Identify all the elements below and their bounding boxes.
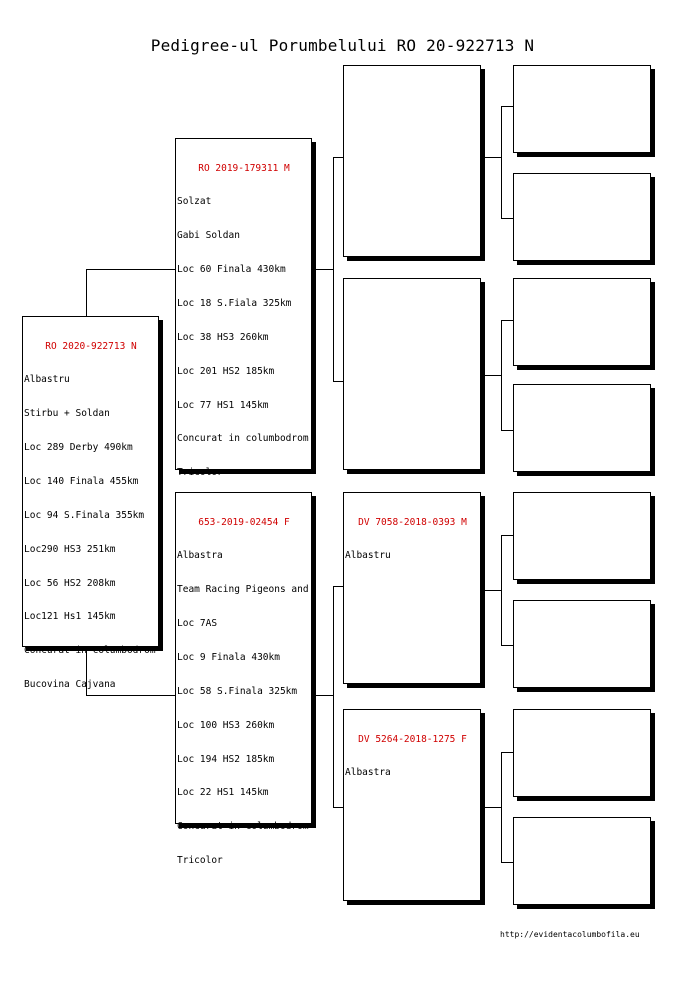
sire-line: Gabi Soldan xyxy=(177,230,240,242)
dam-line: Tricolor xyxy=(177,855,223,867)
sire-line: Loc 201 HS2 185km xyxy=(177,365,275,377)
dam-line: Loc 194 HS2 185km xyxy=(177,753,275,765)
subject-line: Loc 289 Derby 490km xyxy=(24,441,133,453)
page-title: Pedigree-ul Porumbelului RO 20-922713 N xyxy=(150,36,535,55)
subject-line: Stirbu + Soldan xyxy=(24,408,110,420)
gen4-card-1 xyxy=(513,65,651,153)
connector xyxy=(333,586,334,807)
gen4-card-6 xyxy=(513,600,651,688)
connector xyxy=(501,320,513,321)
connector xyxy=(501,862,513,863)
sire-line: Loc 77 HS1 145km xyxy=(177,399,269,411)
connector xyxy=(501,752,513,753)
dam-line: Loc 22 HS1 145km xyxy=(177,787,269,799)
connector xyxy=(312,269,333,270)
gen4-card-3 xyxy=(513,278,651,366)
connector xyxy=(501,645,513,646)
dam-line: Concurat in columbodrom xyxy=(177,821,309,833)
connector xyxy=(501,535,502,645)
grandsire-maternal-line: Albastru xyxy=(345,550,391,562)
connector xyxy=(481,157,501,158)
sire-line: Loc 60 Finala 430km xyxy=(177,263,286,275)
sire-ring-id: RO 2019-179311 M xyxy=(198,162,290,174)
sire-line: Loc 18 S.Fiala 325km xyxy=(177,297,292,309)
footer-url[interactable]: http://evidentacolumbofila.eu xyxy=(500,930,640,939)
subject-line: Loc121 Hs1 145km xyxy=(24,611,116,623)
subject-line: Loc 94 S.Finala 355km xyxy=(24,509,145,521)
dam-card xyxy=(175,492,312,867)
gen4-card-5 xyxy=(513,492,651,580)
connector xyxy=(501,106,502,218)
dam-line: Team Racing Pigeons and xyxy=(177,584,309,596)
sire-line: Solzat xyxy=(177,196,212,208)
gen4-card-4 xyxy=(513,384,651,472)
grandsire-maternal-card xyxy=(343,492,481,684)
connector xyxy=(501,106,513,107)
sire-card xyxy=(175,138,312,479)
dam-line: Loc 9 Finala 430km xyxy=(177,651,280,663)
subject-line: Albastru xyxy=(24,374,70,386)
connector xyxy=(501,535,513,536)
grandsire-paternal-card xyxy=(343,65,481,257)
dam-ring-id: 653-2019-02454 F xyxy=(198,516,290,528)
subject-card xyxy=(22,316,159,691)
subject-line: Concurat in columbodrom xyxy=(24,645,156,657)
connector xyxy=(86,269,176,270)
dam-line: Loc 100 HS3 260km xyxy=(177,719,275,731)
sire-line: Tricolor xyxy=(177,467,223,479)
dam-line: Loc 7AS xyxy=(177,617,218,629)
connector xyxy=(481,807,501,808)
gen4-card-7 xyxy=(513,709,651,797)
dam-line: Albastra xyxy=(177,550,223,562)
subject-line: Loc290 HS3 251km xyxy=(24,543,116,555)
connector xyxy=(501,430,513,431)
subject-line: Bucovina Cajvana xyxy=(24,679,116,691)
dam-line: Loc 58 S.Finala 325km xyxy=(177,685,298,697)
connector xyxy=(312,695,333,696)
connector xyxy=(333,157,334,381)
subject-line: Loc 140 Finala 455km xyxy=(24,475,139,487)
gen4-card-2 xyxy=(513,173,651,261)
connector xyxy=(501,320,502,430)
subject-ring-id: RO 2020-922713 N xyxy=(45,340,137,352)
gen4-card-8 xyxy=(513,817,651,905)
subject-line: Loc 56 HS2 208km xyxy=(24,577,116,589)
sire-line: Concurat in columbodrom xyxy=(177,433,309,445)
sire-line: Loc 38 HS3 260km xyxy=(177,331,269,343)
connector xyxy=(481,590,501,591)
ring-id: DV 7058-2018-0393 M xyxy=(358,516,467,528)
connector xyxy=(501,218,513,219)
ring-id: DV 5264-2018-1275 F xyxy=(358,733,467,745)
granddam-paternal-card xyxy=(343,278,481,470)
connector xyxy=(481,375,501,376)
granddam-maternal-line: Albastra xyxy=(345,767,391,779)
granddam-maternal-card xyxy=(343,709,481,901)
connector xyxy=(501,752,502,862)
